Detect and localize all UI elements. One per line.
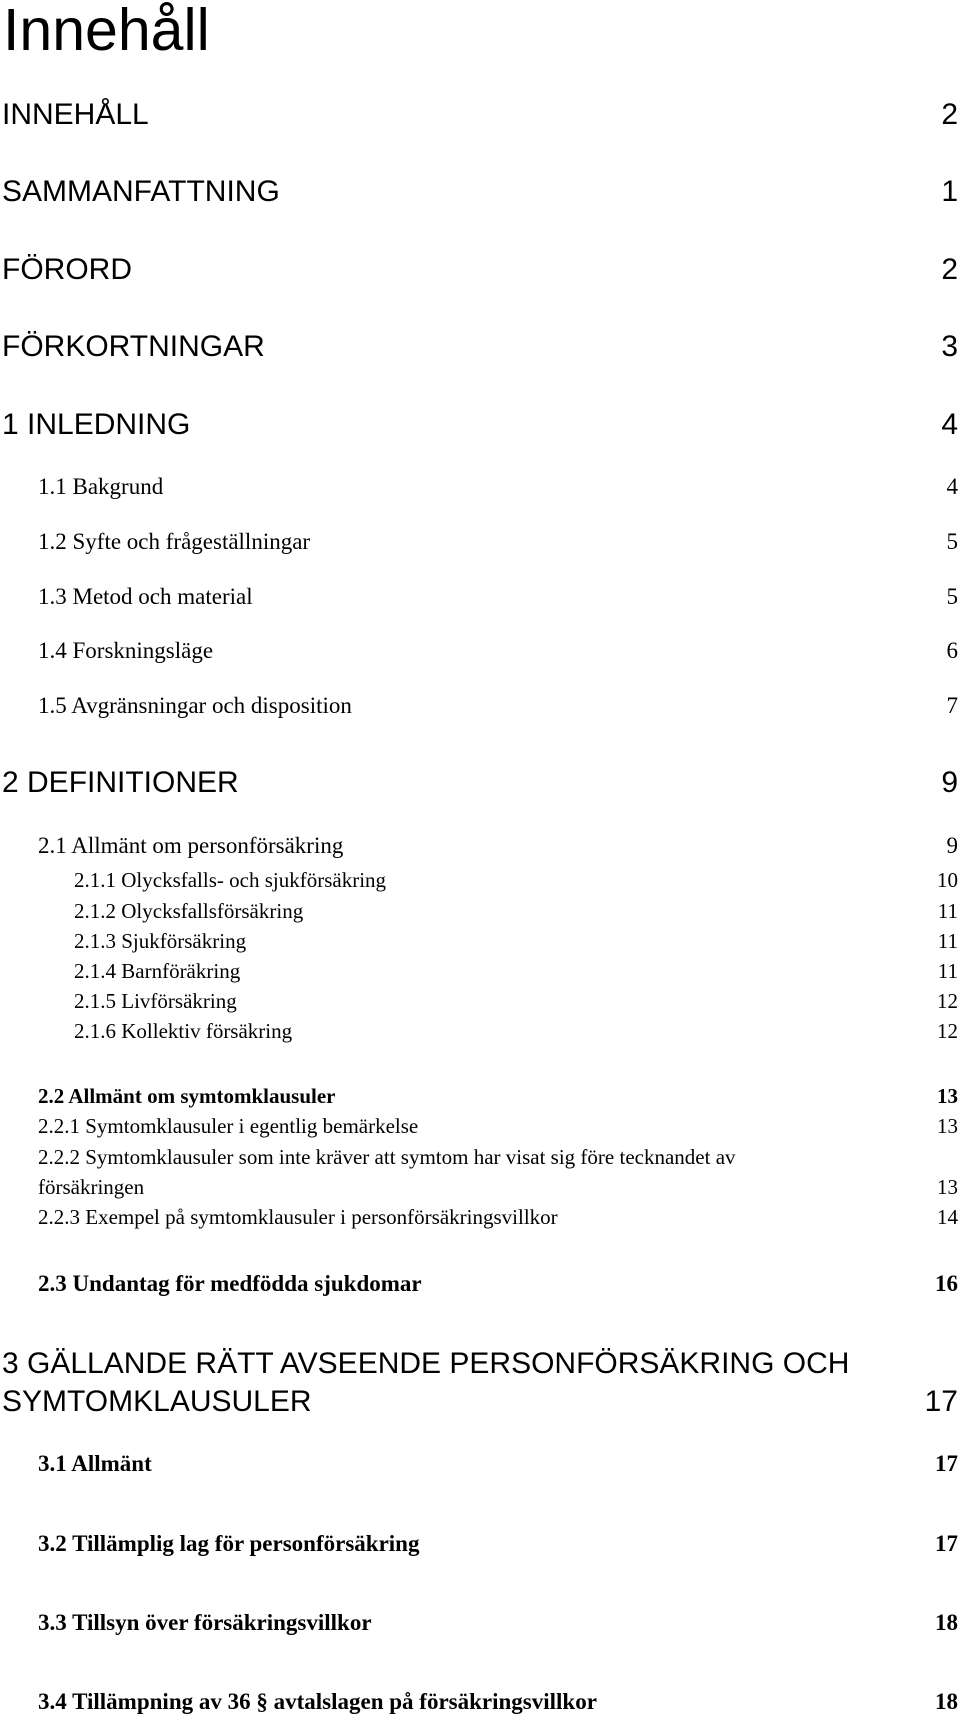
toc-entry-label: 2.1.2 Olycksfallsförsäkring <box>74 899 304 923</box>
toc-entry-page: 2 <box>941 98 958 131</box>
toc-entry-page: 4 <box>946 474 958 499</box>
toc-entry-2-2[interactable] <box>38 1084 958 1109</box>
toc-entry-page: 17 <box>935 1531 958 1556</box>
toc-entry-page: 18 <box>935 1610 958 1635</box>
toc-entry-label-cont: SYMTOMKLAUSULER <box>2 1385 312 1418</box>
toc-entry-label: 2.3 Undantag för medfödda sjukdomar <box>38 1271 422 1296</box>
toc-entry-definitioner[interactable] <box>2 766 958 800</box>
toc-entry-label: 3.3 Tillsyn över försäkringsvillkor <box>38 1610 372 1635</box>
toc-entry-page: 9 <box>941 766 958 799</box>
toc-entry-label: 1.4 Forskningsläge <box>38 638 214 663</box>
toc-entry-label: INNEHÅLL <box>2 98 149 131</box>
toc-entry-2-1-3[interactable] <box>74 929 958 954</box>
toc-entry-page: 3 <box>941 330 958 363</box>
toc-entry-label: 2.1.5 Livförsäkring <box>74 989 237 1013</box>
toc-entry-2-1-1[interactable] <box>74 868 958 893</box>
toc-entry-gallande-ratt[interactable] <box>2 1345 958 1421</box>
toc-entry-page: 13 <box>937 1084 958 1108</box>
toc-entry-label-cont: försäkringen <box>38 1175 145 1199</box>
toc-entry-label: 2.1.6 Kollektiv försäkring <box>74 1019 293 1043</box>
toc-entry-page: 4 <box>941 408 958 441</box>
toc-entry-label: 1 INLEDNING <box>2 408 191 441</box>
toc-entry-1-4[interactable] <box>38 638 958 664</box>
toc-entry-label: 1.1 Bakgrund <box>38 474 164 499</box>
toc-entry-label: 2.2.1 Symtomklausuler i egentlig bemärkelse <box>38 1114 419 1138</box>
toc-entry-page: 18 <box>935 1689 958 1714</box>
toc-entry-sammanfattning[interactable] <box>2 175 958 209</box>
toc-entry-page: 17 <box>935 1451 958 1476</box>
toc-entry-1-2[interactable] <box>38 529 958 555</box>
toc-entry-2-1-2[interactable] <box>74 899 958 924</box>
toc-entry-3-1[interactable] <box>38 1451 958 1477</box>
toc-entry-2-2-3[interactable] <box>38 1205 958 1230</box>
toc-entry-page: 7 <box>946 693 958 718</box>
toc-entry-forkortningar[interactable] <box>2 330 958 364</box>
toc-entry-page: 17 <box>924 1385 958 1418</box>
toc-entry-label: SAMMANFATTNING <box>2 175 280 208</box>
toc-entry-label: 2.2.3 Exempel på symtomklausuler i personförsäkringsvillkor <box>38 1205 558 1229</box>
toc-entry-page: 5 <box>946 529 958 554</box>
toc-entry-3-4[interactable] <box>38 1689 958 1715</box>
toc-entry-label: 2.1.4 Barnföräkring <box>74 959 241 983</box>
toc-entry-1-5[interactable] <box>38 693 958 719</box>
toc-entry-2-1-4[interactable] <box>74 959 958 984</box>
toc-entry-label: 2.2.2 Symtomklausuler som inte kräver att symtom har visat sig före tecknandet av <box>38 1145 736 1169</box>
toc-entry-3-2[interactable] <box>38 1531 958 1557</box>
toc-entry-page: 11 <box>937 899 958 923</box>
toc-entry-label: 3.2 Tillämplig lag för personförsäkring <box>38 1531 420 1556</box>
toc-entry-1-3[interactable] <box>38 584 958 610</box>
toc-entry-page: 11 <box>937 929 958 953</box>
toc-entry-page: 13 <box>937 1175 958 1199</box>
toc-entry-1-1[interactable] <box>38 474 958 500</box>
toc-entry-page: 11 <box>937 959 958 983</box>
toc-entry-label: 2.1.1 Olycksfalls- och sjukförsäkring <box>74 868 387 892</box>
toc-entry-page: 2 <box>941 253 958 286</box>
page-title: Innehåll <box>3 0 210 63</box>
toc-entry-label: 1.2 Syfte och frågeställningar <box>38 529 311 554</box>
toc-entry-label: 2.2 Allmänt om symtomklausuler <box>38 1084 336 1108</box>
toc-entry-page: 10 <box>937 868 958 892</box>
toc-entry-page: 6 <box>946 638 958 663</box>
toc-entry-page: 16 <box>935 1271 958 1296</box>
toc-entry-label: 1.3 Metod och material <box>38 584 253 609</box>
toc-entry-page: 13 <box>937 1114 958 1138</box>
toc-entry-label: 2.1.3 Sjukförsäkring <box>74 929 247 953</box>
toc-entry-label: 3.4 Tillämpning av 36 § avtalslagen på försäkringsvillkor <box>38 1689 597 1714</box>
toc-entry-page: 12 <box>937 1019 958 1043</box>
toc-entry-2-3[interactable] <box>38 1271 958 1297</box>
toc-entry-page: 14 <box>937 1205 958 1229</box>
toc-entry-label: FÖRKORTNINGAR <box>2 330 265 363</box>
toc-entry-innehall[interactable] <box>2 98 958 132</box>
toc-entry-2-2-1[interactable] <box>38 1114 958 1139</box>
toc-entry-label: FÖRORD <box>2 253 132 286</box>
toc-entry-3-3[interactable] <box>38 1610 958 1636</box>
toc-entry-inledning[interactable] <box>2 408 958 442</box>
toc-entry-page: 12 <box>937 989 958 1013</box>
toc-entry-2-1[interactable] <box>38 833 958 859</box>
toc-entry-2-1-5[interactable] <box>74 989 958 1014</box>
toc-entry-page: 5 <box>946 584 958 609</box>
toc-entry-label: 2.1 Allmänt om personförsäkring <box>38 833 344 858</box>
toc-entry-label: 3.1 Allmänt <box>38 1451 152 1476</box>
toc-entry-2-2-2[interactable] <box>38 1142 958 1202</box>
toc-entry-label: 3 GÄLLANDE RÄTT AVSEENDE PERSONFÖRSÄKRING OCH <box>2 1347 850 1380</box>
toc-entry-label: 2 DEFINITIONER <box>2 766 239 799</box>
toc-entry-2-1-6[interactable] <box>74 1019 958 1044</box>
toc-entry-forord[interactable] <box>2 253 958 287</box>
toc-entry-page: 9 <box>946 833 958 858</box>
toc-entry-label: 1.5 Avgränsningar och disposition <box>38 693 352 718</box>
toc-entry-page: 1 <box>941 175 958 208</box>
